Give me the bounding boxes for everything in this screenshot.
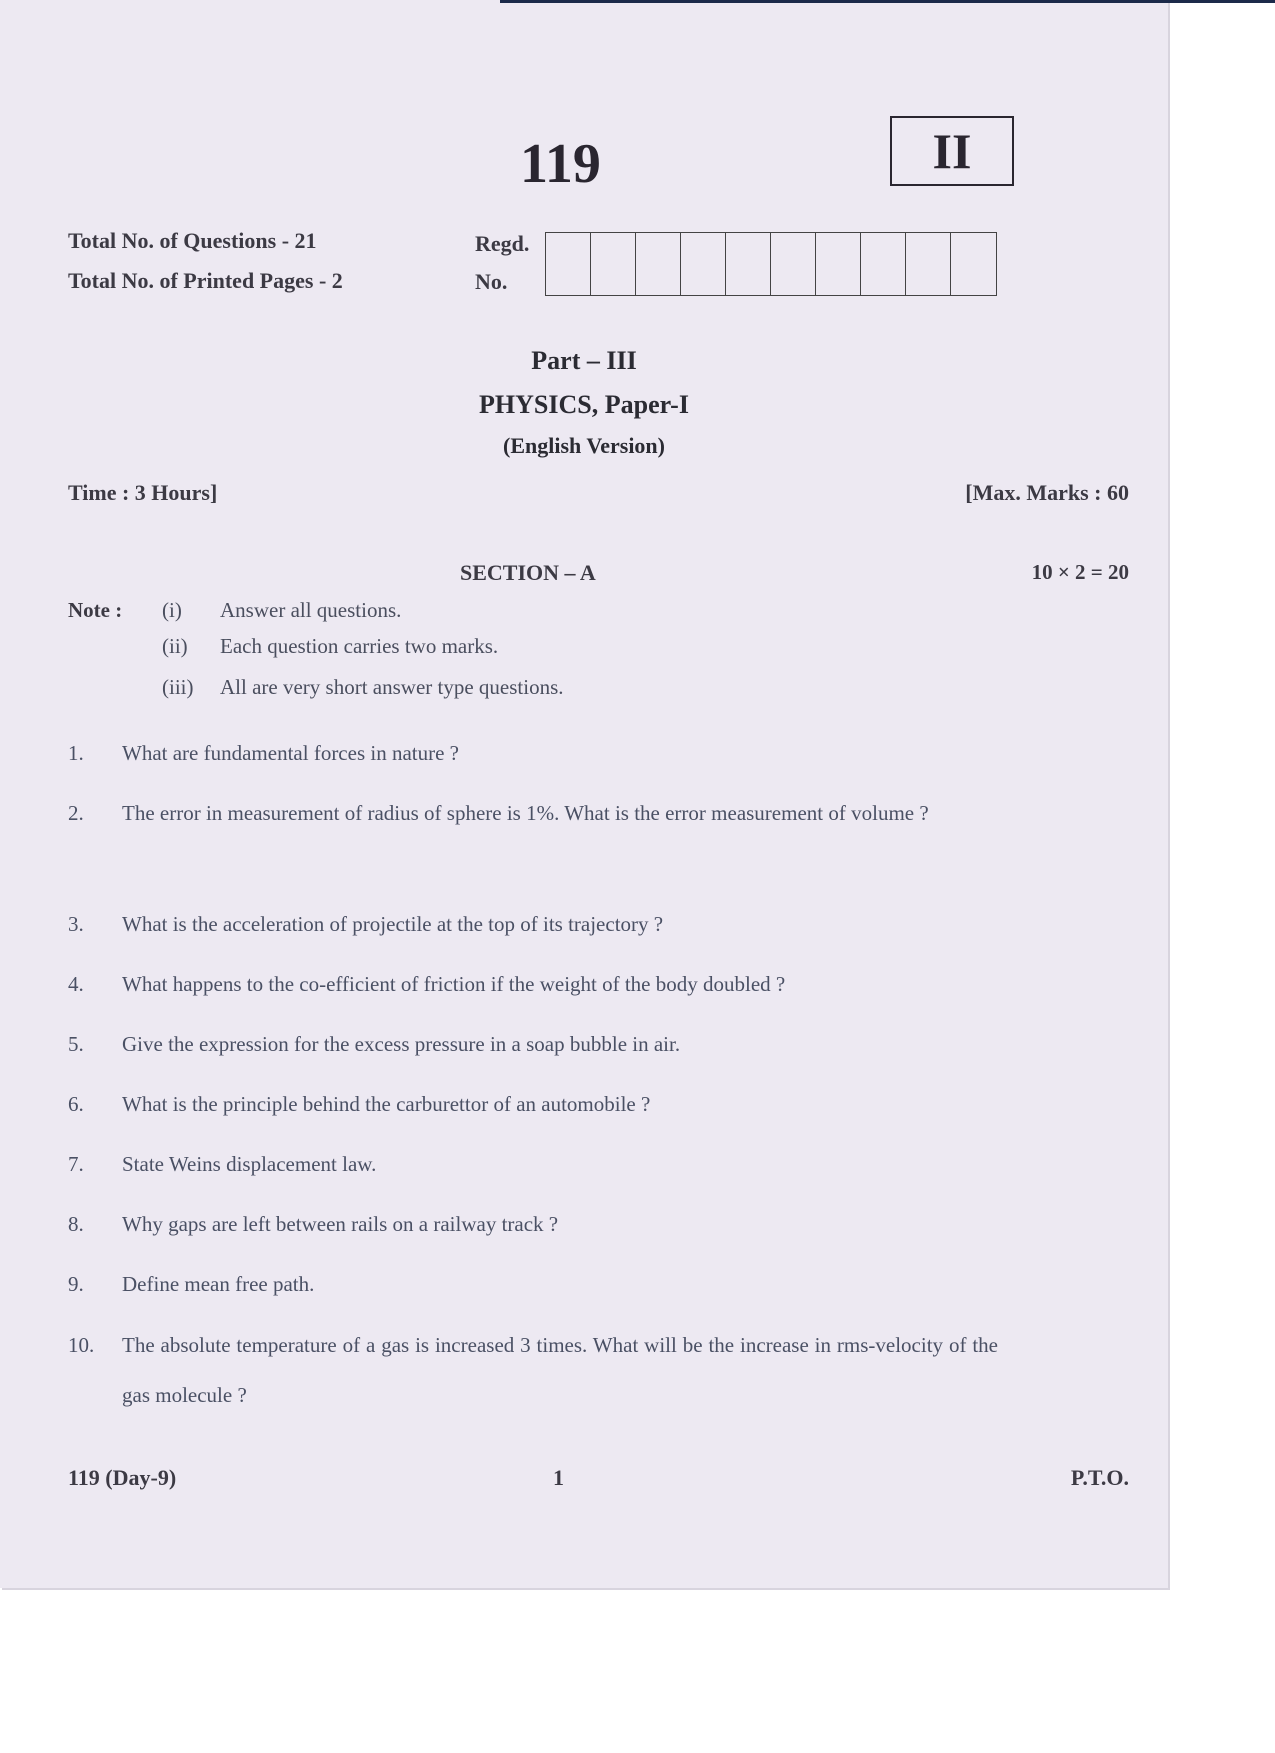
- question-item: [68, 1019, 998, 1069]
- question-text: What is the acceleration of projectile at the top of its trajectory ?: [122, 912, 664, 936]
- regd-box[interactable]: [726, 233, 771, 295]
- scan-edge-line: [500, 0, 1275, 3]
- question-text: The absolute temperature of a gas is increased 3 times. What will be the increase in rms-velocity of the gas molecule ?: [122, 1333, 998, 1407]
- regd-box[interactable]: [636, 233, 681, 295]
- section-marks: 10 × 2 = 20: [1031, 560, 1129, 584]
- question-number: 9.: [68, 1272, 84, 1296]
- regd-label-2: No.: [475, 269, 508, 294]
- regd-number-boxes[interactable]: [545, 232, 997, 296]
- question-item: [68, 1079, 998, 1129]
- note-number: (i): [162, 598, 182, 622]
- note-text: Answer all questions.: [220, 598, 402, 622]
- pto-label: P.T.O.: [1070, 1465, 1129, 1490]
- regd-box[interactable]: [591, 233, 636, 295]
- question-number: 5.: [68, 1032, 84, 1056]
- note-item: [162, 675, 564, 700]
- question-item: [68, 1139, 998, 1189]
- question-item: [68, 1320, 998, 1420]
- question-item: [68, 1259, 998, 1309]
- question-number: 3.: [68, 912, 84, 936]
- question-text: Give the expression for the excess pressure in a soap bubble in air.: [122, 1032, 681, 1056]
- question-number: 10.: [68, 1333, 95, 1357]
- series-label: II: [932, 123, 972, 179]
- regd-box[interactable]: [906, 233, 951, 295]
- regd-box[interactable]: [681, 233, 726, 295]
- series-box: [890, 116, 1014, 186]
- version-title: (English Version): [503, 433, 665, 458]
- section-title: SECTION – A: [460, 560, 596, 585]
- question-number: 2.: [68, 801, 84, 825]
- question-item: [68, 728, 998, 778]
- subject-title: PHYSICS, Paper-I: [479, 390, 689, 419]
- question-number: 4.: [68, 972, 84, 996]
- regd-box[interactable]: [816, 233, 861, 295]
- question-text: What happens to the co-efficient of friction if the weight of the body doubled ?: [122, 972, 786, 996]
- part-title: Part – III: [531, 346, 637, 375]
- note-number: (ii): [162, 634, 188, 658]
- regd-label-1: Regd.: [475, 231, 530, 256]
- total-questions: Total No. of Questions - 21: [68, 228, 317, 253]
- note-label: Note :: [68, 598, 123, 622]
- regd-box[interactable]: [951, 233, 996, 295]
- exam-time: Time : 3 Hours]: [68, 480, 218, 505]
- question-text: Define mean free path.: [122, 1272, 315, 1296]
- question-item: [68, 959, 998, 1009]
- regd-box[interactable]: [546, 233, 591, 295]
- note-item: [162, 634, 498, 659]
- note-text: All are very short answer type questions.: [220, 675, 564, 699]
- question-text: What are fundamental forces in nature ?: [122, 741, 459, 765]
- regd-box[interactable]: [771, 233, 816, 295]
- question-number: 8.: [68, 1212, 84, 1236]
- question-text: State Weins displacement law.: [122, 1152, 377, 1176]
- question-item: [68, 1199, 998, 1249]
- question-text: What is the principle behind the carburettor of an automobile ?: [122, 1092, 651, 1116]
- question-number: 6.: [68, 1092, 84, 1116]
- footer-paper-code: 119 (Day-9): [68, 1465, 177, 1490]
- total-pages: Total No. of Printed Pages - 2: [68, 268, 343, 293]
- max-marks: [Max. Marks : 60: [965, 480, 1129, 505]
- question-number: 7.: [68, 1152, 84, 1176]
- regd-box[interactable]: [861, 233, 906, 295]
- note-number: (iii): [162, 675, 194, 699]
- note-item: [162, 598, 401, 623]
- question-item: [68, 788, 998, 838]
- question-item: [68, 899, 998, 949]
- page-number: 1: [553, 1465, 564, 1490]
- question-number: 1.: [68, 741, 84, 765]
- paper-code: 119: [520, 133, 601, 195]
- question-text: Why gaps are left between rails on a railway track ?: [122, 1212, 559, 1236]
- question-text: The error in measurement of radius of sphere is 1%. What is the error measurement of volume ?: [122, 801, 929, 825]
- note-text: Each question carries two marks.: [220, 634, 499, 658]
